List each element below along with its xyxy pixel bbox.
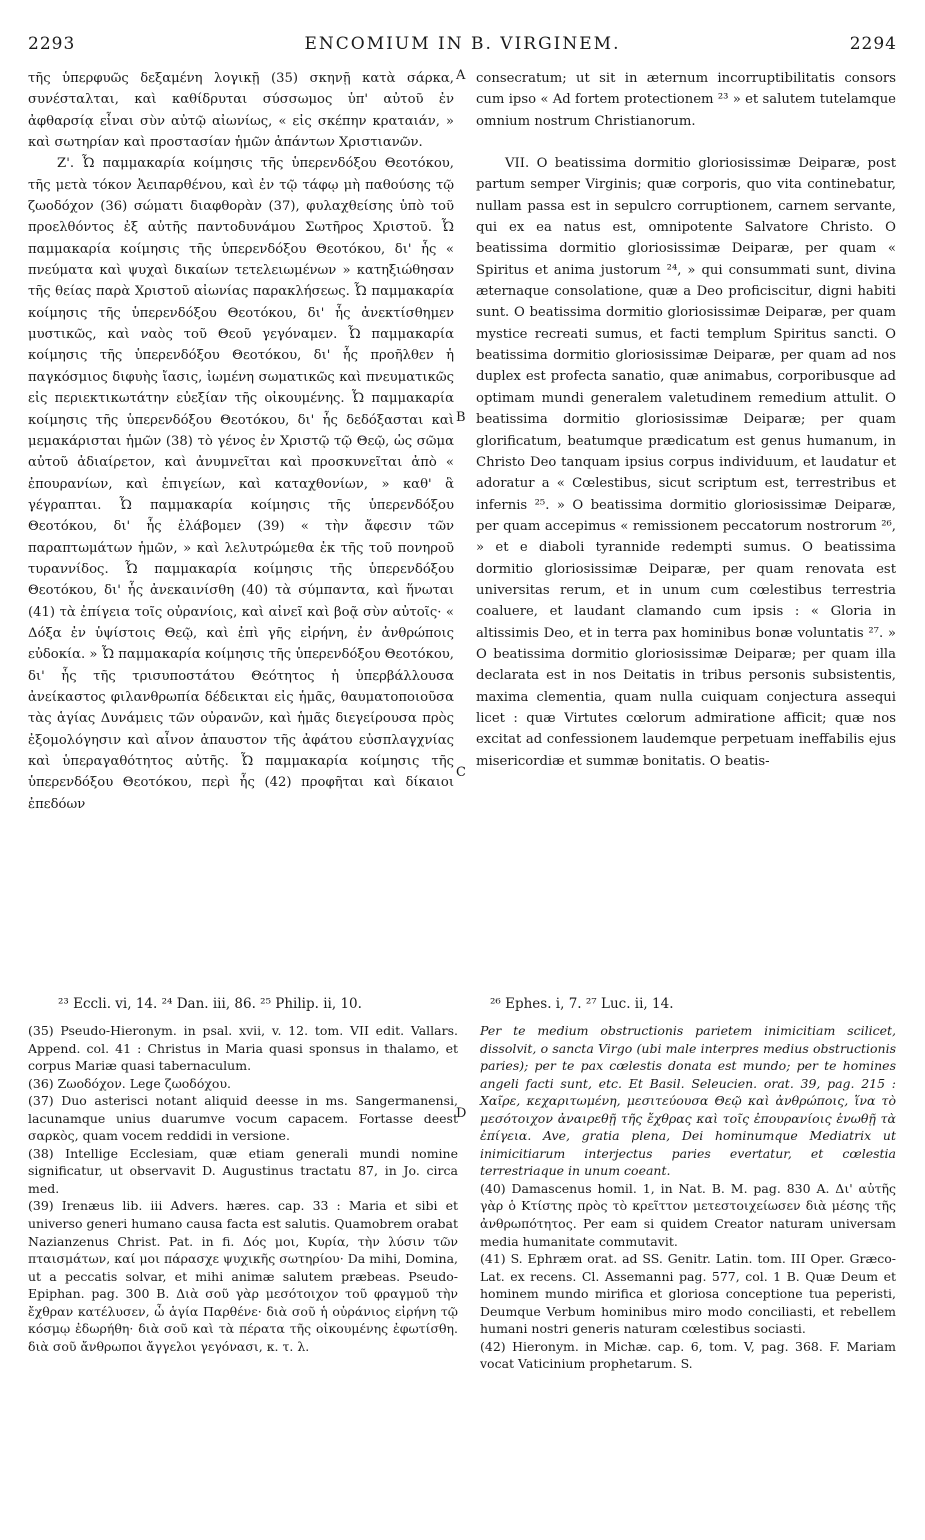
footnote: (38) Intellige Ecclesiam, quæ etiam generali mundi nomine significatur, ut observavit D. Augustinus tractatu 87, in Jo. circa med. (28, 1145, 458, 1196)
latin-text-column (476, 68, 896, 772)
margin-letter-b: B (456, 410, 466, 425)
page-number-left: 2293 (28, 34, 76, 54)
footnote: (36) Ζωοδόχον. Lege ζωοδόχου. (28, 1075, 232, 1091)
margin-letter-a: A (456, 68, 466, 83)
running-header (28, 34, 897, 58)
footnote: (40) Damascenus homil. 1, in Nat. B. M. pag. 830 A. Δι' αὐτῆς γὰρ ὁ Κτίστης πρὸς τὸ κρεῖττον μετεστοιχείωσεν διὰ μέσης τῆς ἀνθρωπότητος. Per eam si quidem Creator naturam universam media humanitate commutavit. (480, 1180, 896, 1249)
footnote: (37) Duo asterisci notant aliquid deesse in ms. Sangermanensi, lacunamque unius duarumve vocum capacem. Fortasse deest σαρκὸς, quam vocem reddidi in versione. (28, 1093, 458, 1144)
latin-paragraph: consecratum; ut sit in æternum incorruptibilitatis consors cum ipso « Ad fortem protectionem ²³ » et salutem tutelamque omnium nostrum Christianorum. (476, 71, 896, 129)
margin-letter-d: D (456, 1106, 467, 1121)
page-number-right: 2294 (849, 34, 897, 54)
margin-letter-c: C (456, 765, 466, 780)
latin-paragraph: VII. O beatissima dormitio gloriosissimæ Deiparæ, post partum semper Virginis; quæ corporis, quo vita continebatur, nullam passa est in sepulcro corruptionem, carnem servante, qui ex ea natus est, omnipotente Salvatore Christo. O beatissima dormitio gloriosissimæ Deiparæ, per quam « Spiritus et anima justorum ²⁴, » qui consummati sunt, divina æternaque consolatione, quæ a Deo proficiscitur, digni habiti sunt. O beatissima dormitio gloriosissimæ Deiparæ, per quam mystice recreati sumus, et facti templum Spiritus sancti. O beatissima dormitio gloriosissimæ Deiparæ, per quam ad nos duplex est profecta sanatio, quæ animabus, corporibusque ad optimam mundi generalem valetudinem remedium attulit. O beatissima dormitio gloriosissimæ Deiparæ; per quam glorificatum, beatumque prædicatum est genus humanum, in Christo Deo tanquam ipsius corpus individuum, et laudatur et adoratur a « Cœlestibus, sicut scriptum est, terrestribus et infernis ²⁵. » O beatissima dormitio gloriosissimæ Deiparæ, per quam accepimus « remissionem peccatorum nostrorum ²⁶, » et e diaboli tyrannide redempti sumus. O beatissima dormitio gloriosissimæ Deiparæ, per quam renovata est universitas rerum, et in unum cum cœlestibus terrestria coaluere, et laudant clamando cum ipsis : « Gloria in altissimis Deo, et in terra pax hominibus bonæ voluntatis ²⁷. » O beatissima dormitio gloriosissimæ Deiparæ; per quam illa declarata est in nos Deitatis in tribus personis subsistentis, maxima clementia, quam nulla cuiquam conjectura assequi licet : quæ Virtutes cœlorum admiratione afficit; quæ nos excitat ad confessionem laudemque perpetuam ineffabilis ejus misericordiæ et summæ bonitatis. O beatis- (476, 156, 896, 769)
footnotes-left-column (28, 1022, 458, 1355)
footnotes-right-column (480, 1022, 896, 1373)
scripture-references-left: ²³ Eccli. vi, 14. ²⁴ Dan. iii, 86. ²⁵ Philip. ii, 10. (58, 996, 362, 1012)
footnote: (41) S. Ephræm orat. ad SS. Genitr. Latin. tom. III Oper. Græco-Lat. ex recens. Cl. Assemanni pag. 577, col. 1 B. Quæ Deum et hominem mundo mirifica et gloriosa conceptione tua peperisti, Deumque Verbum hominibus miro modo conciliasti, et rebellem humani nostri generis naturam cœlestibus sociasti. (480, 1251, 896, 1337)
footnote-continuation: Per te medium obstructionis parietem inimicitiam scilicet, dissolvit, o sancta Virgo (ubi male interpres medius obstructionis paries); per te pax cœlestis donata est mundo; per te homines angeli facti sunt, etc. Et Basil. Seleucien. orat. 39, pag. 215 : Χαῖρε, κεχαριτωμένη, μεσιτεύουσα Θεῷ καὶ ἀνθρώποις, ἵνα τὸ μεσότοιχον ἀναιρεθῇ τῆς ἔχθρας καὶ τοῖς ἐπουρανίοις ἑνωθῇ τὰ ἐπίγεια. Ave, gratia plena, Dei hominumque Mediatrix ut inimicitiarum interjectus paries evertatur, et cœlestia terrestriaque in unum coeant. (480, 1023, 896, 1179)
greek-text-column (28, 68, 454, 815)
footnote: (39) Irenæus lib. iii Advers. hæres. cap. 33 : Maria et sibi et universo generi humano causa facta est salutis. Quamobrem orabat Nazianzenus Christ. Pat. in fi. Δός μοι, Κυρία, τὴν λύσιν τῶν πταισμάτων, καί μοι πάρασχε ψυχικῆς σωτηρίου· Da mihi, Domina, ut a peccatis solvar, et mihi animæ salutem præbeas. Pseudo-Epiphan. pag. 300 B. Διὰ σοῦ γὰρ μεσότοιχον τοῦ φραγμοῦ τὴν ἔχθραν κατέλυσεν, ὦ ἁγία Παρθένε· διὰ σοῦ ἡ οὐράνιος εἰρήνη τῷ κόσμῳ ἐδωρήθη· διὰ σοῦ καὶ τὰ πέρατα τῆς οἰκουμένης ἐφωτίσθη. διὰ σοῦ ἄνθρωποι ἄγγελοι γεγόνασι, κ. τ. λ. (28, 1198, 458, 1354)
footnote: (42) Hieronym. in Michæ. cap. 6, tom. V, pag. 368. F. Mariam vocat Vaticinium prophetarum. S. (480, 1338, 896, 1372)
footnote: (35) Pseudo-Hieronym. in psal. xvii, v. 12. tom. VII edit. Vallars. Append. col. 41 : Christus in Maria quasi sponsus in thalamo, et corpus Mariæ quasi tabernaculum. (28, 1023, 458, 1074)
running-title: ENCOMIUM IN B. VIRGINEM. (304, 34, 621, 54)
greek-paragraph: τῆς ὑπερφυῶς δεξαμένη λογικῇ (35) σκηνῇ κατὰ σάρκα, συνέσταλται, καὶ καθίδρυται σύσσωμος ὑπ' αὐτοῦ ἐν ἀφθαρσίᾳ εἶναι σὺν αὐτῷ αἰωνίως, « εἰς σκέπην κραταιάν, » καὶ σωτηρίαν καὶ προστασίαν ἡμῶν ἁπάντων Χριστιανῶν. (28, 71, 454, 151)
scripture-references-right: ²⁶ Ephes. i, 7. ²⁷ Luc. ii, 14. (490, 996, 674, 1012)
greek-paragraph: Ζ'. Ὦ παμμακαρία κοίμησις τῆς ὑπερενδόξου Θεοτόκου, τῆς μετὰ τόκον Ἀειπαρθένου, καὶ ἐν τῷ τάφῳ μὴ παθούσης τῷ ζωοδόχον (36) σώματι διαφθορὰν (37), φυλαχθείσης ὑπὸ τοῦ προελθόντος ἐξ αὐτῆς παντοδυνάμου Σωτῆρος Χριστοῦ. Ὦ παμμακαρία κοίμησις τῆς ὑπερενδόξου Θεοτόκου, δι' ἧς « πνεύματα καὶ ψυχαὶ δικαίων τετελειωμένων » κατηξιώθησαν τῆς θείας παρὰ Χριστοῦ αἰωνίας παρακλήσεως. Ὦ παμμακαρία κοίμησις τῆς ὑπερενδόξου Θεοτόκου, δι' ἧς ἀνεκτίσθημεν μυστικῶς, καὶ ναὸς τοῦ Θεοῦ γεγόναμεν. Ὦ παμμακαρία κοίμησις τῆς ὑπερενδόξου Θεοτόκου, δι' ἧς προῆλθεν ἡ παγκόσμιος διφυὴς ἴασις, ἰωμένη σωματικῶς καὶ πνευματικῶς εἰς περιεκτικωτάτην εὐεξίαν τῆς οἰκουμένης. Ὦ παμμακαρία κοίμησις τῆς ὑπερενδόξου Θεοτόκου, δι' ἧς δεδόξασται καὶ μεμακάρισται ἡμῶν (38) τὸ γένος ἐν Χριστῷ τῷ Θεῷ, ὡς σῶμα αὐτοῦ ἀδιαίρετον, καὶ ἀνυμνεῖται καὶ προσκυνεῖται ἀπὸ « ἐπουρανίων, καὶ ἐπιγείων, καὶ καταχθονίων, » καθ' ἃ γέγραπται. Ὦ παμμακαρία κοίμησις τῆς ὑπερενδόξου Θεοτόκου, δι' ἧς ἐλάβομεν (39) « τὴν ἄφεσιν τῶν παραπτωμάτων ἡμῶν, » καὶ λελυτρώμεθα ἐκ τῆς τοῦ πονηροῦ τυραννίδος. Ὦ παμμακαρία κοίμησις τῆς ὑπερενδόξου Θεοτόκου, δι' ἧς ἀνεκαινίσθη (40) τὰ σύμπαντα, καὶ ἥνωται (41) τὰ ἐπίγεια τοῖς οὐρανίοις, καὶ αἰνεῖ καὶ βοᾷ σὺν αὐτοῖς· « Δόξα ἐν ὑψίστοις Θεῷ, καὶ ἐπὶ γῆς εἰρήνη, ἐν ἀνθρώποις εὐδοκία. » Ὦ παμμακαρία κοίμησις τῆς ὑπερενδόξου Θεοτόκου, δι' ἧς τῆς τρισυποστάτου Θεότητος ἡ ὑπερβάλλουσα ἀνείκαστος φιλανθρωπία δέδεικται εἰς ἡμᾶς, θαυματοποιοῦσα τὰς ἁγίας Δυνάμεις τῶν οὐρανῶν, καὶ ἡμᾶς διεγείρουσα πρὸς ἐξομολόγησιν καὶ αἶνον ἀπαυστον τῆς ἀφάτου εὐσπλαγχνίας καὶ ὑπεραγαθότητος αὐτῆς. Ὦ παμμακαρία κοίμησις τῆς ὑπερενδόξου Θεοτόκου, περὶ ἧς (42) προφῆται καὶ δίκαιοι ἐπεδόων (28, 156, 454, 812)
